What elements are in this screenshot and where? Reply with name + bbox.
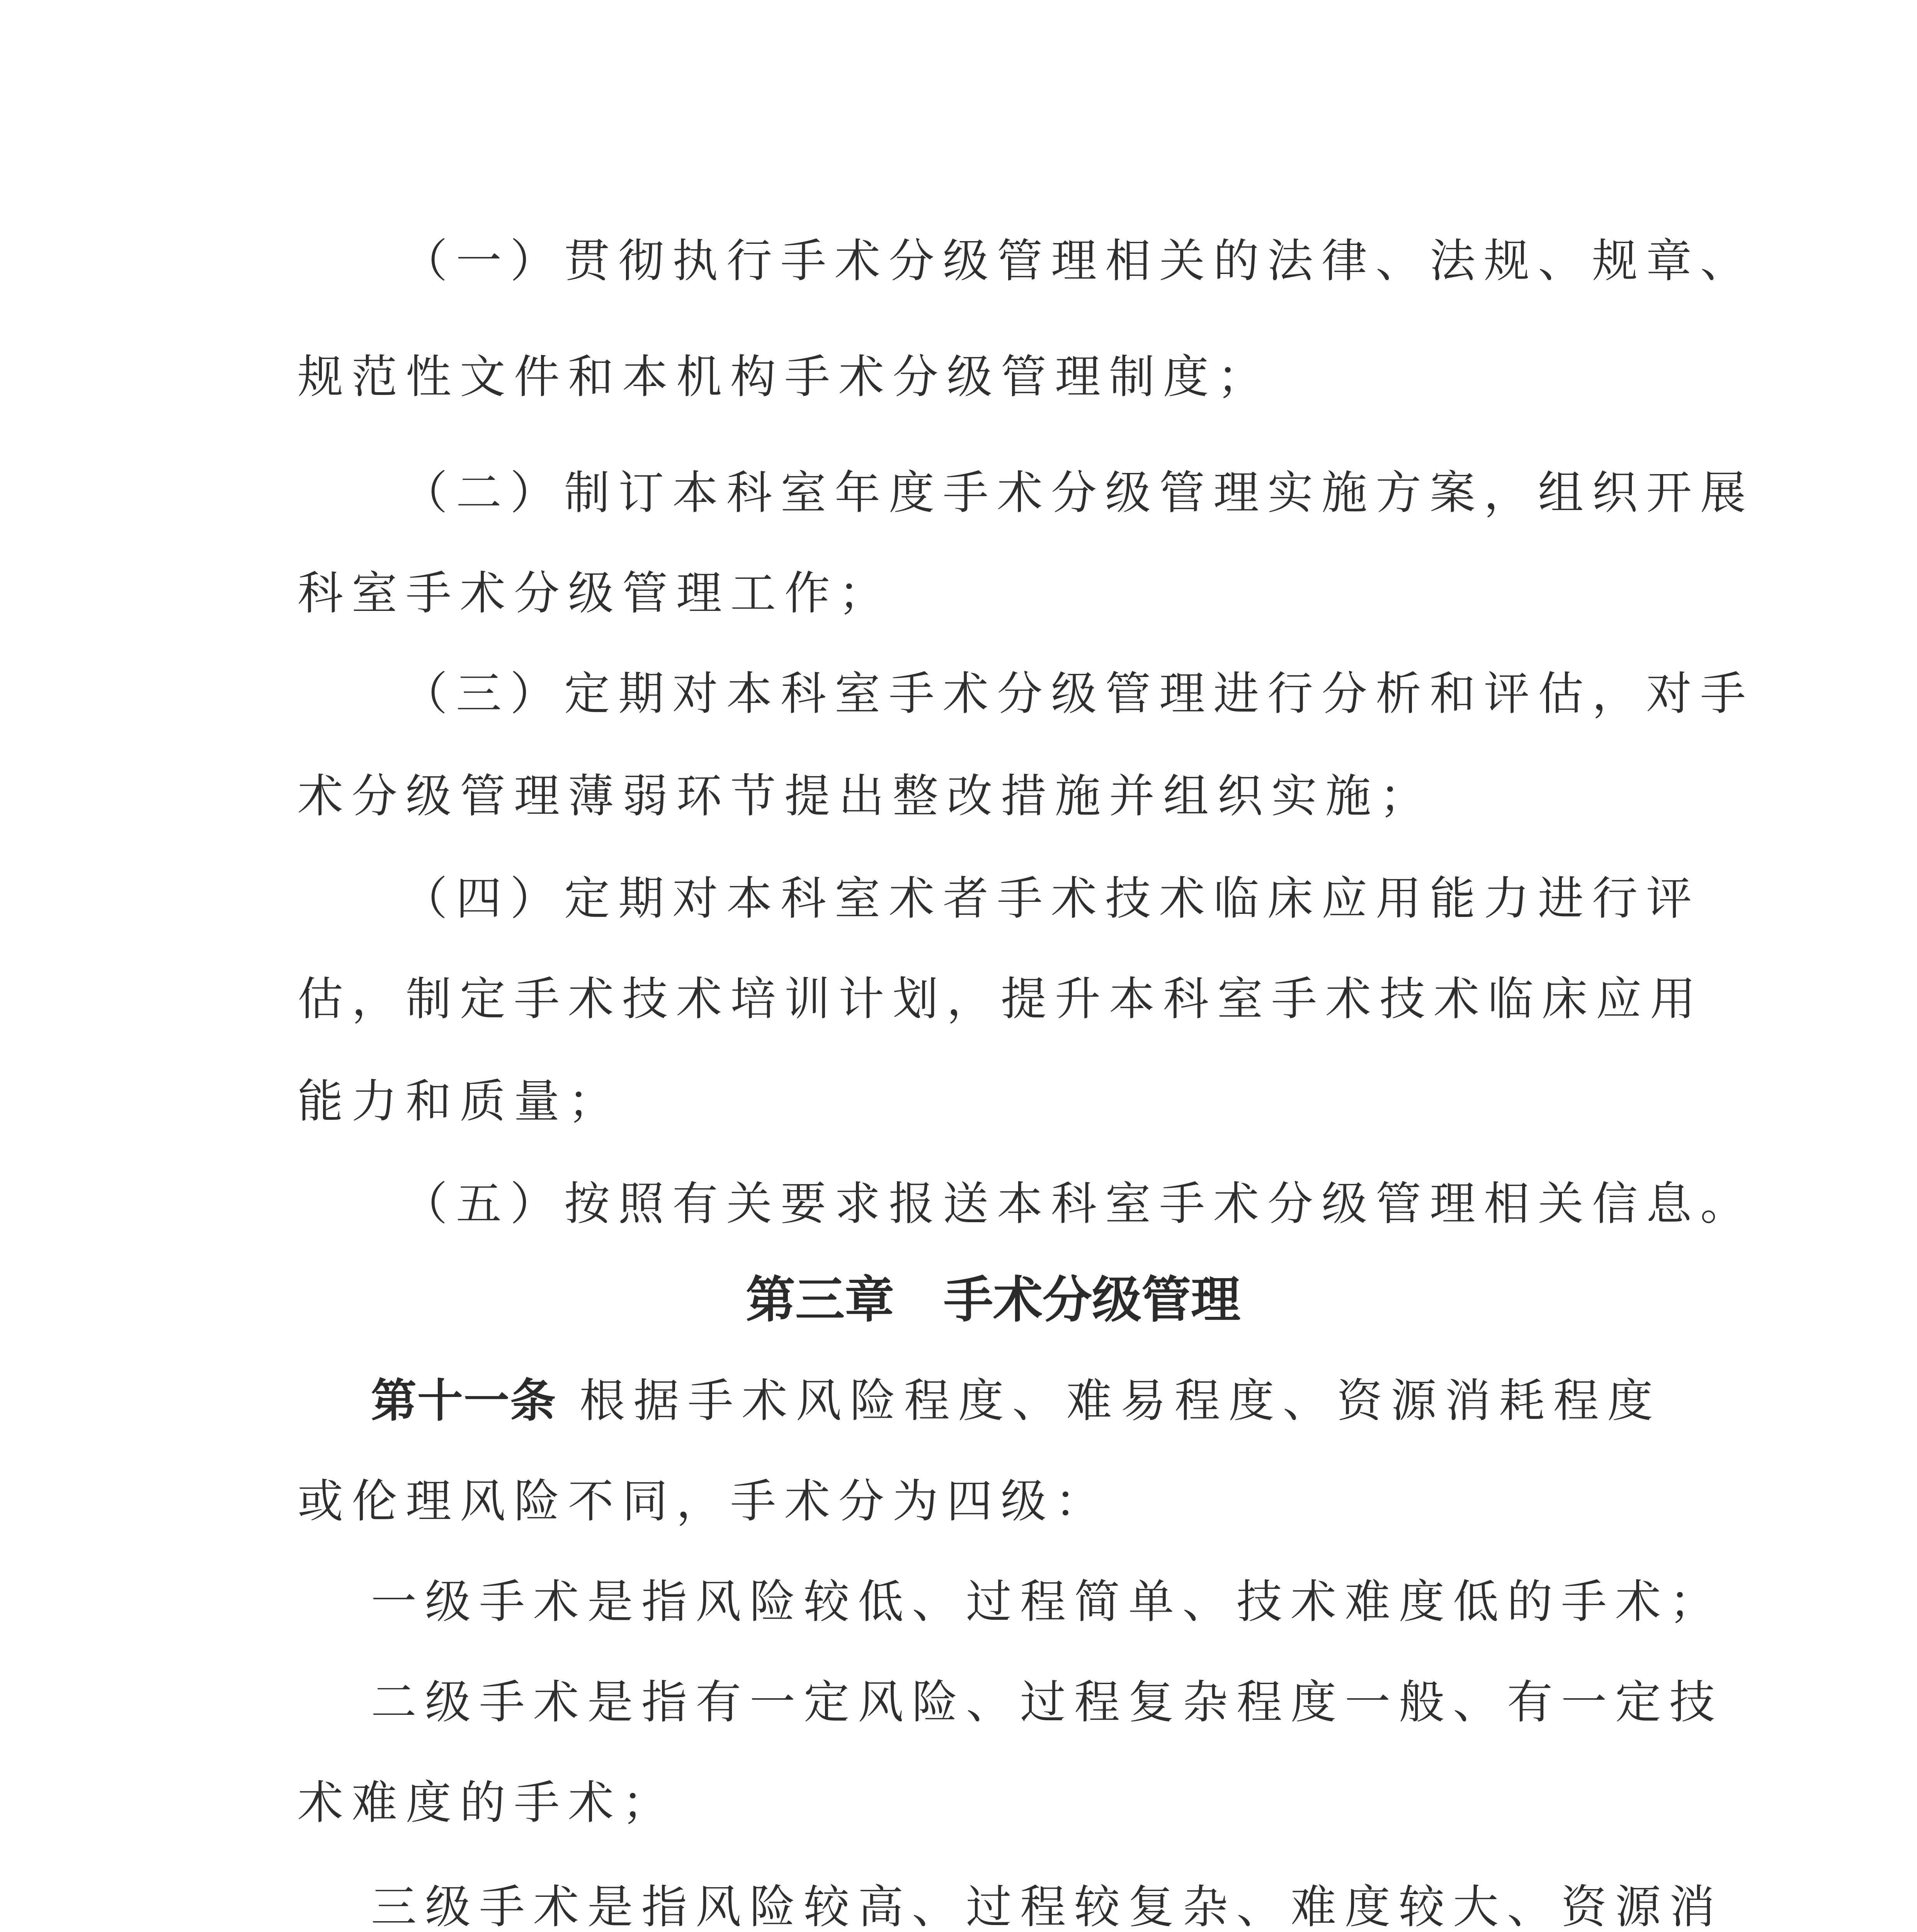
- level-1-line-1: 一级手术是指风险较低、过程简单、技术难度低的手术；: [371, 1575, 1724, 1628]
- chapter-title: 第三章 手术分级管理: [746, 1271, 1241, 1329]
- article-11-label: 第十一条: [371, 1374, 557, 1427]
- article-11-text: 根据手术风险程度、难易程度、资源消耗程度: [579, 1374, 1662, 1427]
- item-2-line-1: （二）制订本科室年度手术分级管理实施方案，组织开展: [402, 466, 1755, 519]
- level-2-line-1: 二级手术是指有一定风险、过程复杂程度一般、有一定技: [371, 1675, 1724, 1729]
- item-4-line-3: 能力和质量；: [298, 1075, 623, 1128]
- item-3-line-1: （三）定期对本科室手术分级管理进行分析和评估，对手: [402, 667, 1755, 720]
- item-4-line-2: 估，制定手术技术培训计划，提升本科室手术技术临床应用: [298, 972, 1704, 1026]
- level-3-line-1: 三级手术是指风险较高、过程较复杂、难度较大、资源消: [371, 1880, 1724, 1932]
- level-2-line-2: 术难度的手术；: [298, 1776, 677, 1829]
- item-5-line-1: （五）按照有关要求报送本科室手术分级管理相关信息。: [402, 1177, 1755, 1230]
- item-2-line-2: 科室手术分级管理工作；: [298, 566, 893, 620]
- item-4-line-1: （四）定期对本科室术者手术技术临床应用能力进行评: [402, 872, 1701, 925]
- item-3-line-2: 术分级管理薄弱环节提出整改措施并组织实施；: [298, 769, 1434, 823]
- item-1-line-1: （一）贯彻执行手术分级管理相关的法律、法规、规章、: [402, 234, 1755, 287]
- item-1-line-2: 规范性文件和本机构手术分级管理制度；: [298, 350, 1272, 403]
- article-11-line-2: 或伦理风险不同，手术分为四级：: [298, 1475, 1109, 1528]
- article-11-line-1: [371, 1372, 1662, 1430]
